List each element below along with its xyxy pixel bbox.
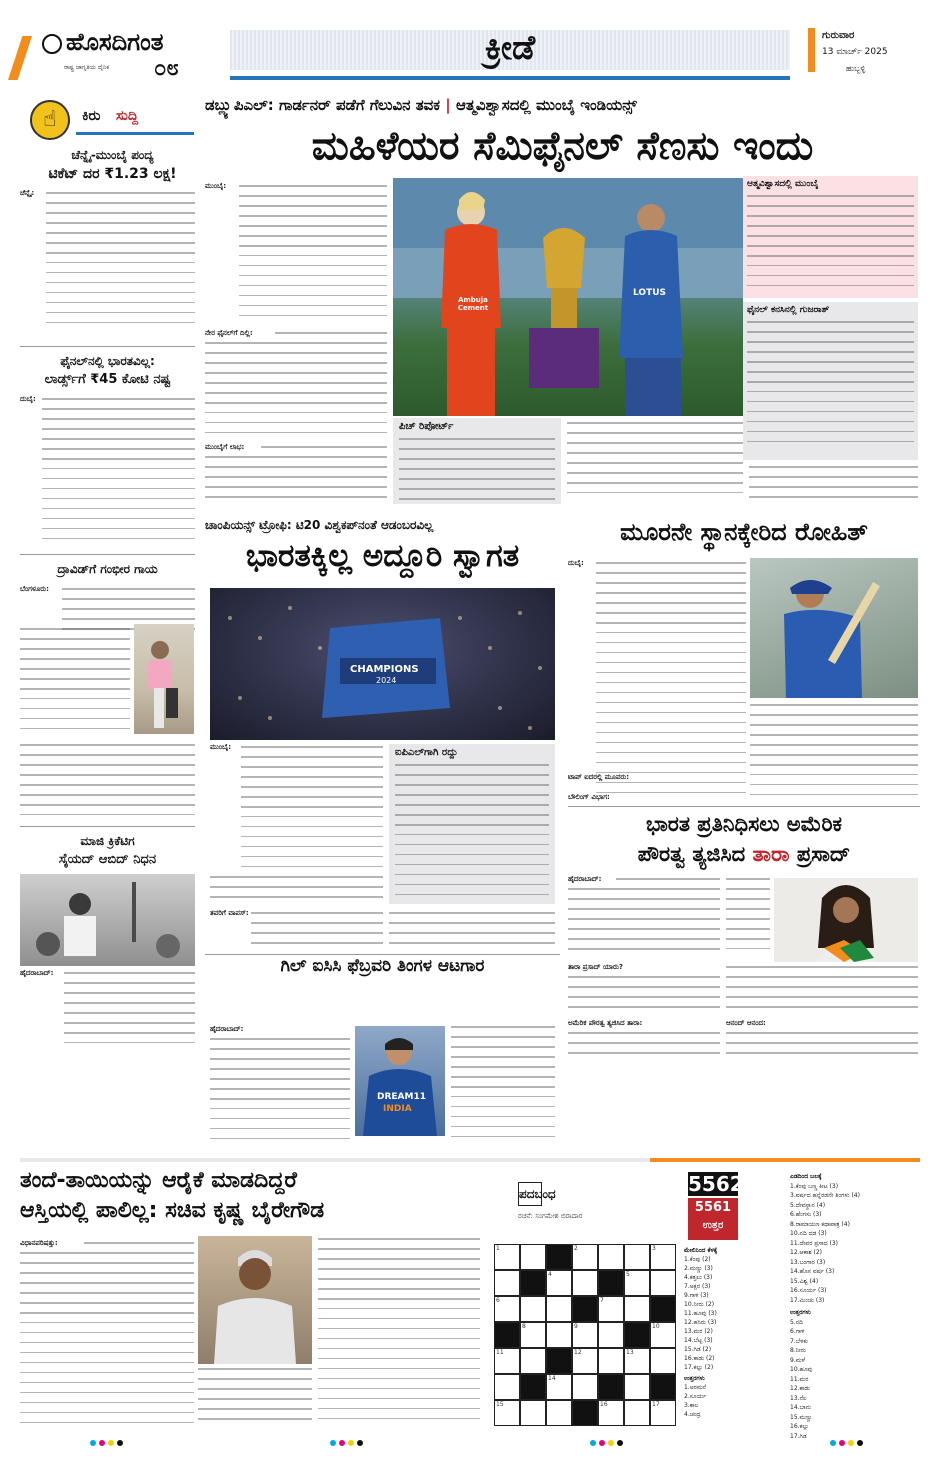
issue-city: ಹುಬ್ಬಳ್ಳಿ: [846, 64, 866, 73]
clue: 14.ಬೆಟ್ಟ (3): [684, 1337, 713, 1344]
rohit-photo: [750, 558, 918, 698]
victory-parade-photo: [210, 588, 555, 740]
section-divider: [20, 1158, 920, 1162]
brief3-head: ದ್ರಾವಿಡ್‌ಗೆ ಗಂಭೀರ ಗಾಯ: [57, 562, 158, 576]
brief3-body-bottom: [20, 744, 195, 824]
clue: 1.ಕೆಂಪು ಬಣ್ಣ ಕೀಟ (3): [790, 1182, 839, 1190]
tara-dateline: ಹೈದರಾಬಾದ್:: [568, 875, 602, 883]
lead-body-col1d: [261, 446, 387, 456]
logo-icon: [42, 34, 62, 54]
clue: 9.ಗಾಳಿ (3): [684, 1292, 709, 1299]
champions-dateline: ಮುಂಬೈ:: [210, 743, 232, 751]
issue-day: ಗುರುವಾರ: [822, 30, 855, 41]
clue: 1.ಕೆಂಪು (2): [684, 1256, 711, 1263]
clue: 12.ಹಸಿರು (3): [684, 1319, 717, 1326]
brief3-dateline: ಬೆಂಗಳೂರು:: [20, 585, 49, 593]
pitch-report-body: [399, 438, 555, 502]
brief3-body-left: [20, 628, 130, 738]
rohit-body-col2: [750, 704, 918, 804]
property-body-col1b: [20, 1252, 194, 1432]
pitch-report-title: ಪಿಚ್ ರಿಪೋರ್ಟ್: [399, 421, 454, 432]
property-story: [20, 1168, 480, 1433]
dravid-photo: [134, 624, 194, 734]
masthead-accent: [808, 28, 815, 72]
prev-puzzle-label: ಉತ್ತರ: [702, 1220, 724, 1231]
champions-subhead: ತವರಿಗೆ ವಾಪಸ್:: [210, 909, 249, 917]
clue: 8.ನೀರು: [790, 1347, 806, 1354]
crossword-title: [518, 1182, 556, 1206]
champions-body-col1c: [251, 912, 383, 952]
property-body-col3: [318, 1238, 480, 1432]
champions-kicker: ಚಾಂಪಿಯನ್ಸ್ ಟ್ರೋಫಿ: ಟಿ20 ವಿಶ್ವಕಪ್‌ನಂತೆ ಆಡಂಬರವಿಲ್ಲ: [205, 518, 434, 532]
brief4-dateline: ಹೈದರಾಬಾದ್:: [20, 969, 54, 977]
champions-headline: ಭಾರತಕ್ಕಿಲ್ಲ ಅದ್ದೂರಿ ಸ್ವಾಗತ: [245, 538, 520, 574]
clue: 6.ಹೆಂಗಸು (3): [790, 1211, 822, 1218]
masthead-divider: [230, 76, 790, 80]
kicker-right: ಆತ್ಮವಿಶ್ವಾಸದಲ್ಲಿ ಮುಂಬೈ ಇಂಡಿಯನ್ಸ್: [456, 96, 637, 114]
rohit-subhead-1: ಟಾಪ್ ಐದರಲ್ಲಿ ಮೂವರು:: [568, 773, 630, 781]
abid-photo: [20, 874, 195, 966]
gill-story: [205, 1024, 560, 1154]
clue: 13.ನೆಲ: [790, 1394, 807, 1402]
rohit-dateline: ದುಬೈ:: [568, 559, 584, 567]
tara-body-col1d: [568, 1032, 720, 1062]
rule: [568, 806, 920, 807]
brief4-head1: ಮಾಜಿ ಕ್ರಿಕೆಟಿಗ: [80, 834, 135, 848]
lead-body-col1a: [239, 185, 387, 325]
kicker-separator: |: [445, 96, 451, 114]
tara-subhead-3: ಅಮೆರಿಕ ಪೌರತ್ವ ತ್ಯಜಿಸಿದ ತಾರಾ:: [568, 1019, 643, 1027]
tara-body-col3b: [726, 1032, 918, 1062]
bus-banner-text: CHAMPIONS: [350, 664, 419, 675]
clue: 2.ಮಣ್ಣು (3): [684, 1265, 713, 1272]
clue: 10.ನೀರು (2): [684, 1301, 715, 1308]
clue-section-title: ಎಡದಿಂದ ಬಲಕ್ಕೆ: [790, 1173, 822, 1180]
brief2-head1: ಫೈನಲ್‌ನಲ್ಲಿ ಭಾರತವಿಲ್ಲ:: [60, 354, 155, 368]
badge-underline: [76, 132, 194, 135]
clue: 3.ವರ್ಷದ ಹನ್ನೆರಡನೇ ತಿಂಗಳು (4): [790, 1192, 860, 1199]
clue: 15.ಗಿಡ (2): [684, 1346, 712, 1353]
bus-banner-year: 2024: [376, 676, 397, 685]
rohit-headline: ಮೂರನೇ ಸ್ಥಾನಕ್ಕೇರಿದ ರೋಹಿತ್: [620, 518, 868, 546]
brief1-head1: ಚೆನ್ನೈ-ಮುಂಬೈ ಪಂದ್ಯ: [71, 148, 154, 162]
clue: 10.ನದಿ ದಡ (3): [790, 1230, 827, 1237]
clue: 2.ಸೂರ್ಯ: [684, 1393, 707, 1400]
print-registration-dots: [590, 1440, 623, 1446]
pitch-report-box: [393, 418, 561, 504]
gill-photo: [355, 1026, 445, 1136]
kiru-badge-suffix: ಸುದ್ದಿ: [116, 108, 139, 124]
clue: 9.ಮಳೆ: [790, 1356, 805, 1364]
property-body-col2: [198, 1368, 312, 1432]
logo-chevron: [8, 36, 32, 80]
tara-body-col1b: [568, 888, 720, 958]
jersey-left-sponsor: Ambuja Cement: [457, 296, 489, 312]
tara-headline-line1: ಭಾರತ ಪ್ರತಿನಿಧಿಸಲು ಅಮೆರಿಕ: [646, 812, 842, 836]
clue: 10.ಹೂವು: [790, 1366, 813, 1373]
prev-puzzle-box: [688, 1198, 738, 1240]
issue-date: 13 ಮಾರ್ಚ್ 2025: [822, 47, 888, 57]
kicker-left: ಡಬ್ಲ್ಯುಪಿಎಲ್: ಗಾರ್ಡನರ್ ಪಡೆಗೆ ಗೆಲುವಿನ ತವಕ: [205, 96, 441, 114]
brief2-dateline: ದುಬೈ:: [20, 395, 36, 403]
champions-body-col1b: [210, 876, 383, 906]
crossword-section: [488, 1168, 920, 1440]
clue: 15.ಮಣ್ಣು: [790, 1413, 813, 1421]
clue: 16.ಕಾಡು (2): [684, 1355, 715, 1362]
gill-dateline: ಹೈದರಾಬಾದ್:: [210, 1025, 244, 1033]
crossword-grid[interactable]: 1 2 3 4 5 6 7 8 9 10 11 12 13 14 15 16 17: [494, 1244, 676, 1426]
lead-dateline: ಮುಂಬೈ:: [205, 182, 227, 190]
clue: 16.ಸೂರ್ಯ (3): [790, 1287, 827, 1294]
clue: 16.ಕಲ್ಲು: [790, 1423, 809, 1430]
left-column: [20, 96, 195, 1056]
gill-headline: ಗಿಲ್ ಐಸಿಸಿ ಫೆಬ್ರವರಿ ತಿಂಗಳ ಆಟಗಾರ: [280, 956, 485, 976]
lead-body-col1e: [205, 456, 387, 506]
property-headline-1: ತಂದೆ-ತಾಯಿಯನ್ನು ಆರೈಕೆ ಮಾಡದಿದ್ದರೆ: [20, 1168, 297, 1193]
clue: 17.ಮಿಂಚು (3): [790, 1296, 825, 1304]
side-box-mumbai: [743, 176, 918, 298]
lead-subhead-2: ಮುಂಬೈಗೆ ಲಾಭ:: [205, 443, 245, 451]
print-registration-dots: [830, 1440, 863, 1446]
ipl-cancel-body: [395, 764, 549, 900]
lead-body-col4: [749, 466, 918, 506]
logo: [8, 28, 223, 86]
logo-text: ಹೊಸದಿಗಂತ: [66, 28, 164, 56]
brief1-head2: ಟಿಕೆಟ್ ದರ ₹1.23 ಲಕ್ಷ!: [48, 166, 177, 182]
lead-body-col1c: [205, 342, 387, 442]
brief2-head2: ಲಾರ್ಡ್ಸ್‌ಗೆ ₹45 ಕೋಟಿ ನಷ್ಟ: [44, 372, 171, 387]
side-box-gujarat-title: ಫೈನಲ್ ಕನಸಿನಲ್ಲಿ ಗುಜರಾತ್: [747, 305, 830, 315]
clue: 17.ಗಿಡ: [790, 1432, 807, 1440]
side-box-gujarat-body: [747, 321, 914, 457]
masthead: [0, 0, 945, 92]
tara-headline-highlight: ತಾರಾ: [752, 842, 790, 866]
logo-tagline: ರಾಷ್ಟ್ರ ಜಾಗೃತಿಯ ದೈನಿಕ: [64, 64, 110, 71]
side-box-mumbai-title: ಆತ್ಮವಿಶ್ವಾಸದಲ್ಲಿ ಮುಂಬೈ: [747, 179, 819, 189]
lead-kicker: [205, 96, 920, 120]
brief4-body: [64, 972, 195, 1056]
tara-subhead-2: ಆನಂದ್ ಆನಂದ:: [726, 1019, 766, 1027]
clue: 15.ವಿಶ್ವ (4): [790, 1277, 819, 1285]
side-box-gujarat: [743, 302, 918, 460]
tara-body-col1: [616, 878, 720, 888]
hand-icon: ☝: [30, 100, 70, 140]
tara-photo: [774, 878, 918, 962]
clues-column-a: [684, 1246, 784, 1426]
clue: 7.ಬೆಳಕು: [790, 1337, 808, 1345]
tara-story: [568, 812, 920, 1062]
tara-subhead-1: ತಾರಾ ಪ್ರಸಾದ್ ಯಾರು?: [568, 963, 623, 971]
clues-column-b: [790, 1172, 920, 1440]
clue: 12.ಆಕಾಶ (2): [790, 1249, 823, 1256]
tara-body-col3: [726, 966, 918, 1016]
clue: 11.ಹೂವು (3): [684, 1310, 717, 1317]
lead-story: [205, 96, 920, 511]
clue: 5.ನದಿ: [790, 1318, 803, 1326]
property-body-col1: [84, 1242, 194, 1252]
lead-subhead-1: ನೇರ ಫೈನಲ್‌ಗೆ ದಿಲ್ಲಿ:: [205, 329, 253, 337]
tara-headline-end: ಪ್ರಸಾದ್: [796, 842, 851, 866]
tara-headline-line2: [568, 842, 920, 867]
clue: 5.ದೇವಸ್ಥಾನ (4): [790, 1201, 826, 1209]
print-registration-dots: [90, 1440, 123, 1446]
clue: 14.ಬಾನು: [790, 1404, 812, 1411]
kiru-badge-prefix: ಕಿರು: [82, 108, 101, 124]
clue: 11.ದೇವರ ಪ್ರಸಾದ (3): [790, 1239, 839, 1247]
gill-body-col1: [210, 1038, 350, 1148]
clue-section-title: ಮೇಲಿನಿಂದ ಕೆಳಕ್ಕೆ: [684, 1247, 718, 1254]
clue: 14.ಹೊಸ ವರ್ಷ (3): [790, 1268, 835, 1275]
lead-body-col3: [567, 422, 743, 504]
tara-body-col2: [726, 878, 770, 958]
ipl-cancel-box: [389, 744, 555, 904]
side-box-mumbai-body: [747, 195, 914, 295]
ipl-cancel-title: ಐಪಿಎಲ್‌ಗಾಗಿ ರದ್ದು: [395, 747, 458, 758]
rule: [20, 826, 195, 827]
rohit-subhead-2: ಬೌಲಿಂಗ್ ವಿಭಾಗ:: [568, 793, 610, 801]
property-dateline: ವಿಧಾನಪರಿಷತ್ತು:: [20, 1239, 58, 1247]
gill-jersey-text: DREAM11: [377, 1092, 426, 1102]
rule: [205, 954, 560, 955]
minister-photo: [198, 1236, 312, 1364]
title-cell-1: ಪದಬಂಧ: [518, 1182, 542, 1206]
clue: 7.ಅಕ್ಷರ (3): [684, 1283, 711, 1290]
clue: 17.ಕಲ್ಲು (2): [684, 1364, 714, 1371]
section-title: ಕ್ರೀಡೆ: [484, 28, 536, 68]
gill-jersey-text2: INDIA: [383, 1104, 412, 1114]
gill-body-col2: [451, 1026, 555, 1146]
clue: 12.ಕಾಡು: [790, 1385, 811, 1392]
wpl-captains-photo: [393, 178, 743, 416]
brief2-body: [42, 398, 195, 548]
jersey-right-sponsor: LOTUS: [633, 288, 666, 298]
clue: 6.ಗಾಳಿ: [790, 1328, 805, 1335]
tara-headline-prefix: ಪೌರತ್ವ ತ್ಯಜಿಸಿದ: [637, 842, 746, 866]
rule: [20, 346, 195, 347]
crossword-author: ರಚನೆ: ಸಂಗಮೇಶ ಬಿರಾದಾರ: [518, 1212, 583, 1220]
champions-story: [205, 518, 560, 1028]
clue: 8.ರಾಮಾಯಣ ಕಥಾಪಾತ್ರ (4): [790, 1220, 850, 1228]
tara-body-col1c: [568, 976, 720, 1016]
print-registration-dots: [330, 1440, 363, 1446]
clue: 4.ಕತ್ತಲು (3): [684, 1274, 713, 1281]
brief1-body: [46, 192, 195, 336]
clue-section-title: ಉತ್ತರಗಳು: [684, 1375, 705, 1382]
clue-section-title: ಉತ್ತರಗಳು: [790, 1309, 811, 1316]
clue: 11.ಮರ: [790, 1375, 809, 1383]
clue: 13.ಮರ (2): [684, 1328, 713, 1335]
champions-body-col2: [389, 912, 555, 952]
property-headline-2: ಆಸ್ತಿಯಲ್ಲಿ ಪಾಲಿಲ್ಲ: ಸಚಿವ ಕೃಷ್ಣ ಬೈರೇಗೌಡ: [20, 1198, 325, 1223]
clue: 13.ಬಂಗಾರ (3): [790, 1258, 826, 1266]
prev-puzzle-number: 5561: [694, 1200, 732, 1215]
clue: 3.ಕಾಲ: [684, 1402, 699, 1409]
rule: [20, 554, 195, 555]
lead-headline: ಮಹಿಳೆಯರ ಸೆಮಿಫೈನಲ್ ಸೆಣಸು ಇಂದು: [311, 124, 814, 169]
brief1-dateline: ಚೆನ್ನೈ:: [20, 189, 35, 197]
puzzle-number: 5562: [688, 1172, 744, 1196]
champions-body-col1: [241, 746, 383, 876]
page-number: ೦೮: [154, 56, 179, 81]
lead-body-col1b: [275, 332, 387, 342]
clue: 1.ಅರಮನೆ: [684, 1384, 707, 1391]
brief4-head2: ಸೈಯದ್ ಆಬಿದ್ ನಿಧನ: [58, 852, 157, 867]
rohit-story: [568, 518, 920, 808]
clue: 4.ಚಂದ್ರ: [684, 1411, 701, 1418]
